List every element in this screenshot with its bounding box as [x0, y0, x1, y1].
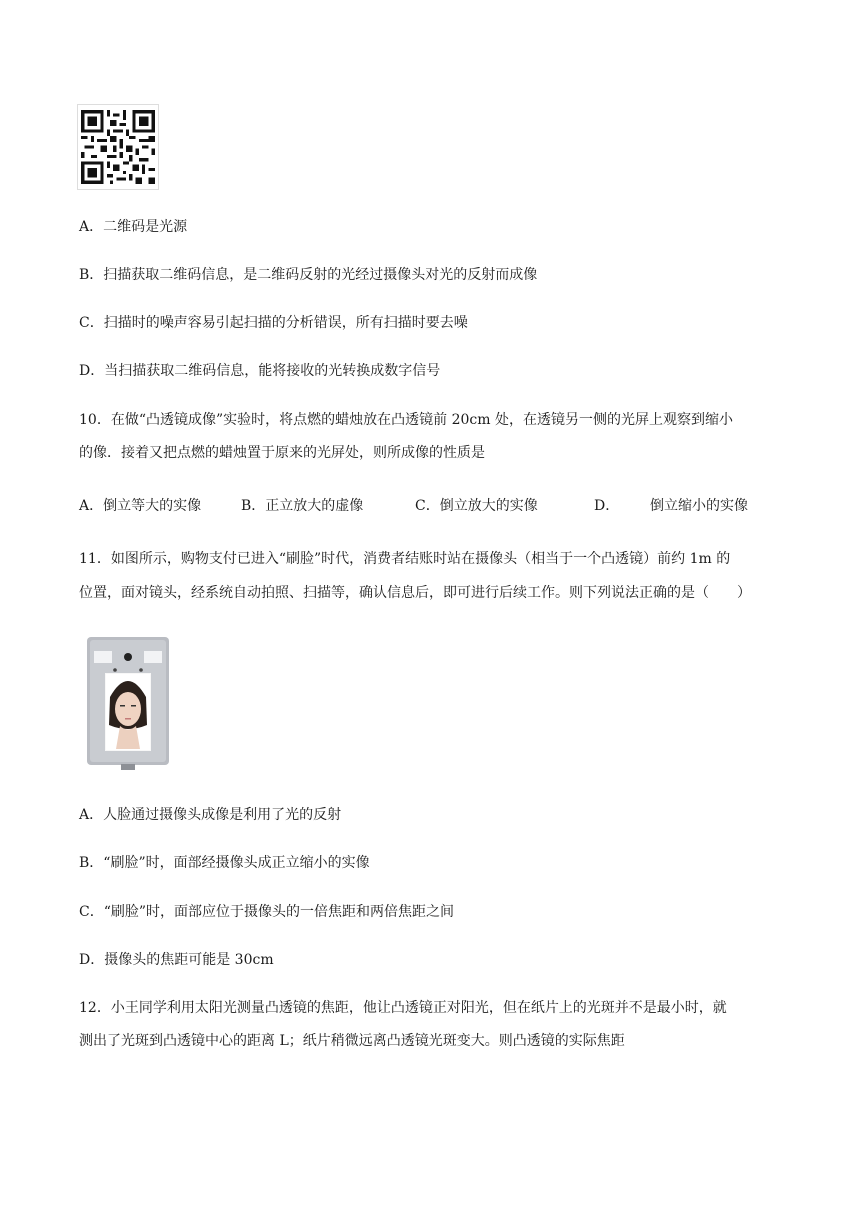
q10-stem-line1: 10．在做“凸透镜成像”实验时，将点燃的蜡烛放在凸透镜前 20cm 处，在透镜另一侧的光屏上观察到缩小 [79, 412, 733, 428]
q11-option-a: A．人脸通过摄像头成像是利用了光的反射 [79, 807, 342, 823]
q10-option-d-label: D． [594, 498, 620, 514]
q11-option-d: D．摄像头的焦距可能是 30cm [79, 952, 274, 968]
q12-stem-line1: 12．小王同学利用太阳光测量凸透镜的焦距，他让凸透镜正对阳光，但在纸片上的光斑并不是最小时，就 [79, 1000, 727, 1016]
q12-stem-line2: 测出了光斑到凸透镜中心的距离 L；纸片稍微远离凸透镜光斑变大。则凸透镜的实际焦距 [79, 1033, 625, 1049]
q11-stem-line1: 11．如图所示，购物支付已进入“刷脸”时代，消费者结账时站在摄像头（相当于一个凸透镜）前约 1m 的 [79, 551, 731, 567]
q11-option-b: B．“刷脸”时，面部经摄像头成正立缩小的实像 [79, 855, 370, 871]
q10-option-c: C．倒立放大的实像 [415, 498, 538, 514]
q10-stem-line2: 的像．接着又把点燃的蜡烛置于原来的光屏处，则所成像的性质是 [79, 445, 485, 461]
qr-code-image [77, 104, 159, 190]
q11-option-c: C．“刷脸”时，面部应位于摄像头的一倍焦距和两倍焦距之间 [79, 904, 455, 920]
q9-option-b: B．扫描获取二维码信息，是二维码反射的光经过摄像头对光的反射而成像 [79, 267, 538, 283]
q11-stem-line2: 位置，面对镜头，经系统自动拍照、扫描等，确认信息后，即可进行后续工作。则下列说法正确的是（ ） [79, 585, 751, 601]
q10-option-a: A．倒立等大的实像 [79, 498, 202, 514]
q10-option-d-text: 倒立缩小的实像 [650, 498, 748, 514]
q10-option-b: B．正立放大的虚像 [241, 498, 364, 514]
q9-option-d: D．当扫描获取二维码信息，能将接收的光转换成数字信号 [79, 363, 441, 379]
q9-option-c: C．扫描时的噪声容易引起扫描的分析错误，所有扫描时要去噪 [79, 315, 468, 331]
q9-option-a: A．二维码是光源 [79, 219, 188, 235]
face-scan-device-image [87, 637, 169, 770]
